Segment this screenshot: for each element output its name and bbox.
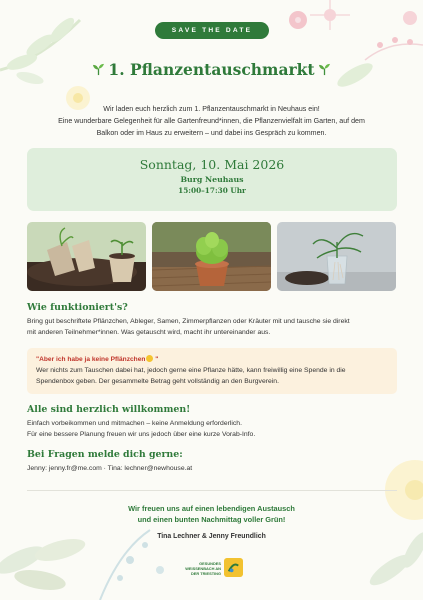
welcome-text [27, 418, 399, 440]
closing-message [0, 503, 423, 525]
how-it-works-text [27, 316, 399, 338]
body-line: Für eine bessere Planung freuen wir uns jedoch über eine kurze Vorab-Info. [27, 431, 256, 438]
intro-line: Eine wunderbare Gelegenheit für alle Gartenfreund*innen, die Pflanzenvielfalt im Garten, auf dem [58, 117, 365, 125]
event-date-box [27, 148, 397, 211]
sprout-icon [318, 63, 331, 76]
closing-line: Wir freuen uns auf einen lebendigen Austausch [128, 504, 295, 513]
body-line: mit anderen Teilnehmer*innen. Was getauscht wird, macht ihr untereinander aus. [27, 329, 271, 336]
sprout-icon [92, 63, 105, 76]
page-title [0, 60, 423, 79]
event-time: 15:00–17:30 Uhr [178, 186, 246, 195]
organization-logo-text: GESUNDES WEISSENBACH AN DER TRIESTING [185, 561, 221, 576]
event-venue: Burg Neuhaus [180, 175, 244, 184]
save-the-date-badge: SAVE THE DATE [155, 22, 269, 39]
intro-line: Balkon oder im Haus zu erweitern – und dabei ins Gespräch zu kommen. [96, 129, 327, 137]
pots-with-soil-photo [27, 222, 146, 291]
lettuce-seedling-photo [152, 222, 271, 291]
signature: Tina Lechner & Jenny Freundlich [157, 533, 266, 540]
donation-callout [27, 348, 397, 394]
callout-line: Spendenbox geben. Der gesammelte Betrag geht vollständig an den Burgverein. [36, 378, 279, 385]
closing-line: und einen bunten Nachmittag voller Grün! [137, 515, 286, 524]
body-line: Einfach vorbeikommen und mitmachen – keine Anmeldung erforderlich. [27, 420, 242, 427]
plant-in-glass-photo [277, 222, 396, 291]
title-text: 1. Pflanzentauschmarkt [108, 60, 315, 79]
body-line: Bring gut beschriftete Pflänzchen, Ableger, Samen, Zimmerpflanzen oder Kräuter mit und tausche sie direkt [27, 318, 350, 325]
how-it-works-heading: Wie funktioniert's? [27, 302, 128, 313]
event-date: Sonntag, 10. Mai 2026 [139, 157, 285, 172]
contact-heading: Bei Fragen melde dich gerne: [27, 449, 183, 460]
intro-text [30, 103, 393, 139]
contact-text: Jenny: jenny.fr@me.com · Tina: lechner@newhouse.at [27, 465, 193, 472]
callout-line: Wer nichts zum Tauschen dabei hat, jedoch gerne eine Pflanze hätte, kann freiwillig eine Spende in die [36, 367, 346, 374]
intro-line: Wir laden euch herzlich zum 1. Pflanzentauschmarkt in Neuhaus ein! [103, 105, 320, 113]
callout-heading: "Aber ich habe ja keine Pflänzchen " [36, 356, 159, 363]
welcome-heading: Alle sind herzlich willkommen! [27, 404, 191, 415]
divider [27, 490, 397, 491]
botanical-top-right-decoration [270, 0, 423, 110]
organization-logo-icon [224, 558, 243, 577]
